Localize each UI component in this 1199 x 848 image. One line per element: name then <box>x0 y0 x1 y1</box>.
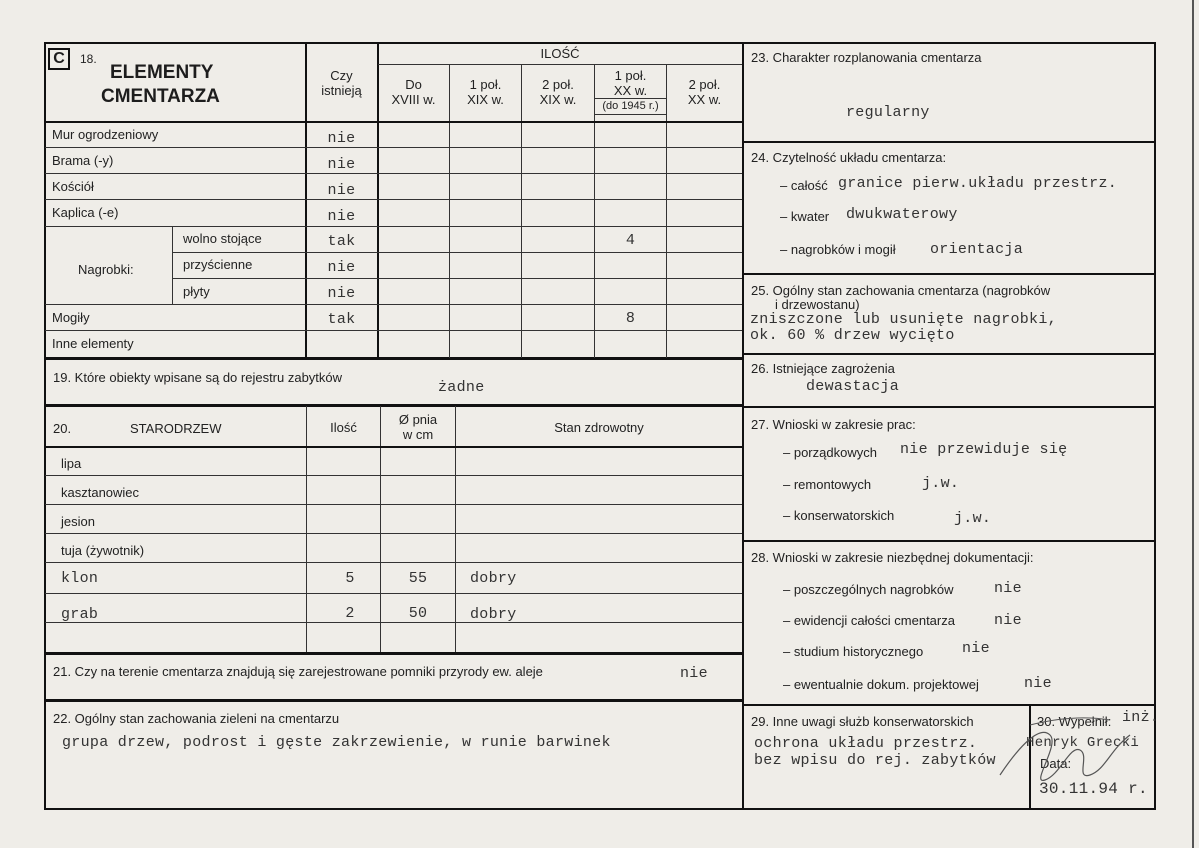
section-title-line2: CMENTARZA <box>101 86 220 107</box>
row-label-kaplica: Kaplica (-e) <box>52 205 119 220</box>
q19-label: 19. Które obiekty wpisane są do rejestru zabytków <box>53 370 343 385</box>
q29-answer-1: ochrona układu przestrz. <box>754 735 978 752</box>
q20-col-count: Ilość <box>330 419 357 435</box>
exist-value: tak <box>327 310 356 328</box>
q28-d-label: – ewentualnie dokum. projektowej <box>783 677 979 692</box>
q28-c-value: nie <box>962 640 990 657</box>
exist-value: nie <box>327 181 356 199</box>
count-value: 8 <box>625 309 636 327</box>
count-value: 4 <box>625 231 636 249</box>
period-line: Do <box>405 77 422 92</box>
row-line <box>45 562 742 563</box>
q30-name: Henryk Grecki <box>1026 735 1140 751</box>
tree-name: lipa <box>61 456 82 471</box>
q24-c-value: orientacja <box>930 241 1024 258</box>
row-line <box>45 533 742 534</box>
period-header-4 <box>667 77 742 107</box>
section-divider <box>743 406 1155 408</box>
period-line: 1 poł. <box>614 68 647 83</box>
q25-label-2: i drzewostanu) <box>775 297 860 312</box>
exist-value: nie <box>327 129 356 147</box>
q30-date: 30.11.94 r. <box>1039 780 1148 798</box>
row-line <box>45 504 742 505</box>
q20-col-health: Stan zdrowotny <box>554 419 644 435</box>
period-line: 1 poł. <box>469 77 502 92</box>
q27-b-value: j.w. <box>922 475 960 492</box>
page-edge <box>1192 0 1194 848</box>
section-divider <box>743 353 1155 355</box>
period-header-0 <box>378 77 449 107</box>
row-line <box>45 446 742 448</box>
section-title-line1: ELEMENTY <box>110 62 214 83</box>
tree-diam: 55 <box>408 569 428 587</box>
row-line <box>378 64 742 65</box>
period-header-1 <box>450 77 521 107</box>
period-line: XIX w. <box>467 92 504 107</box>
col-exist-header <box>306 68 377 98</box>
nagrobki-label: Nagrobki: <box>78 262 134 277</box>
tree-name: kasztanowiec <box>61 485 140 500</box>
col-line <box>521 64 522 358</box>
period-line: (do 1945 r.) <box>595 98 666 115</box>
period-line: XX w. <box>687 92 722 107</box>
row-label-brama: Brama (-y) <box>52 153 114 168</box>
row-line <box>173 252 742 253</box>
col-line <box>666 64 667 358</box>
period-line: XIX w. <box>539 92 577 107</box>
q24-label: 24. Czytelność układu cmentarza: <box>751 150 947 165</box>
tree-count: 5 <box>345 569 355 587</box>
q25-answer-2: ok. 60 % drzew wycięto <box>750 327 955 344</box>
q27-c-value: j.w. <box>954 510 992 527</box>
period-line: 2 poł. <box>688 77 721 92</box>
q23-label: 23. Charakter rozplanowania cmentarza <box>751 50 982 65</box>
q27-c-label: – konserwatorskich <box>783 508 895 523</box>
exist-value: nie <box>327 207 356 225</box>
row-line <box>45 593 742 594</box>
tree-health: dobry <box>470 570 517 587</box>
signature-scribble <box>990 705 1140 795</box>
q30-label: 30. Wypełnił: <box>1037 714 1112 729</box>
col-line <box>449 64 450 358</box>
row-line <box>45 475 742 476</box>
section-number: 18. <box>80 52 97 66</box>
q27-label: 27. Wnioski w zakresie prac: <box>751 417 916 432</box>
tree-health: dobry <box>470 606 517 623</box>
col-exist-line2: istnieją <box>321 83 362 98</box>
q21-label: 21. Czy na terenie cmentarza znajdują się zarejestrowane pomniki przyrody ew. aleje <box>53 664 543 679</box>
q23-answer: regularny <box>846 104 930 121</box>
q24-b-value: dwukwaterowy <box>846 206 958 223</box>
q22-answer: grupa drzew, podrost i gęste zakrzewienie, w runie barwinek <box>62 734 611 751</box>
q28-d-value: nie <box>1024 675 1052 692</box>
exist-value: tak <box>327 232 356 250</box>
q25-label-1: 25. Ogólny stan zachowania cmentarza (nagrobków <box>751 283 1051 298</box>
tree-name: klon <box>61 570 99 587</box>
q21-answer: nie <box>680 665 708 682</box>
q28-label: 28. Wnioski w zakresie niezbędnej dokumentacji: <box>751 550 1034 565</box>
q24-c-label: – nagrobków i mogił <box>780 242 896 257</box>
row-line <box>45 199 742 200</box>
q28-a-label: – poszczególnych nagrobków <box>783 582 954 597</box>
q26-answer: dewastacja <box>806 378 900 395</box>
row-line <box>45 173 742 174</box>
row-line <box>45 330 742 331</box>
section-letter-box <box>48 48 70 70</box>
tree-name: jesion <box>61 514 95 529</box>
q29-answer-2: bez wpisu do rej. zabytków <box>754 752 996 769</box>
header-bottom-line <box>45 121 742 123</box>
row-label-mur: Mur ogrodzeniowy <box>52 127 159 142</box>
q19-answer: żadne <box>438 379 485 396</box>
q22-label: 22. Ogólny stan zachowania zieleni na cmentarzu <box>53 711 340 726</box>
q28-b-label: – ewidencji całości cmentarza <box>783 613 955 628</box>
col-line <box>172 226 173 304</box>
section-divider <box>743 141 1155 143</box>
col-exist-line1: Czy <box>330 68 353 83</box>
tree-diam: 50 <box>408 604 428 622</box>
row-label-przyscienne: przyścienne <box>183 257 253 272</box>
q25-answer-1: zniszczone lub usunięte nagrobki, <box>750 311 1057 328</box>
tree-count: 2 <box>345 604 355 622</box>
row-label-mogily: Mogiły <box>52 310 90 325</box>
q28-a-value: nie <box>994 580 1022 597</box>
diam-line: w cm <box>402 427 434 442</box>
q29-label: 29. Inne uwagi służb konserwatorskich <box>751 714 974 729</box>
q24-a-value: granice pierw.układu przestrz. <box>838 175 1118 192</box>
q28-b-value: nie <box>994 612 1022 629</box>
q20-number: 20. <box>53 421 72 436</box>
row-label-inne: Inne elementy <box>52 336 134 351</box>
q24-a-label: – całość <box>780 178 828 193</box>
tree-name: tuja (żywotnik) <box>61 543 145 558</box>
q27-a-label: – porządkowych <box>783 445 877 460</box>
exist-value: nie <box>327 258 356 276</box>
row-label-wolno: wolno stojące <box>183 231 262 246</box>
row-line <box>173 278 742 279</box>
row-label-kosciol: Kościół <box>52 179 94 194</box>
period-header-2 <box>522 77 594 107</box>
exist-value: nie <box>327 155 356 173</box>
row-line <box>45 226 742 227</box>
period-header-3 <box>595 68 666 115</box>
ilosc-header: ILOŚĆ <box>540 46 580 61</box>
section-divider <box>743 273 1155 275</box>
row-line <box>45 147 742 148</box>
q27-b-label: – remontowych <box>783 477 872 492</box>
section-letter: C <box>53 50 65 67</box>
q20-title: STARODRZEW <box>130 421 222 436</box>
q24-b-label: – kwater <box>780 209 830 224</box>
q30-date-label: Data: <box>1040 756 1072 771</box>
exist-value: nie <box>327 284 356 302</box>
row-label-plyty: płyty <box>183 284 210 299</box>
period-line: XVIII w. <box>391 92 436 107</box>
tree-name: grab <box>61 606 99 623</box>
q20-col-diam <box>381 412 455 442</box>
q28-c-label: – studium historycznego <box>783 644 924 659</box>
q27-a-value: nie przewiduje się <box>900 441 1068 458</box>
period-line: 2 poł. <box>542 77 574 92</box>
q30-title: inż. <box>1122 709 1160 726</box>
period-line: XX w. <box>613 83 648 98</box>
row-line <box>45 304 742 305</box>
section-divider <box>743 540 1155 542</box>
diam-line: Ø pnia <box>398 412 438 427</box>
q26-label: 26. Istniejące zagrożenia <box>751 361 895 376</box>
